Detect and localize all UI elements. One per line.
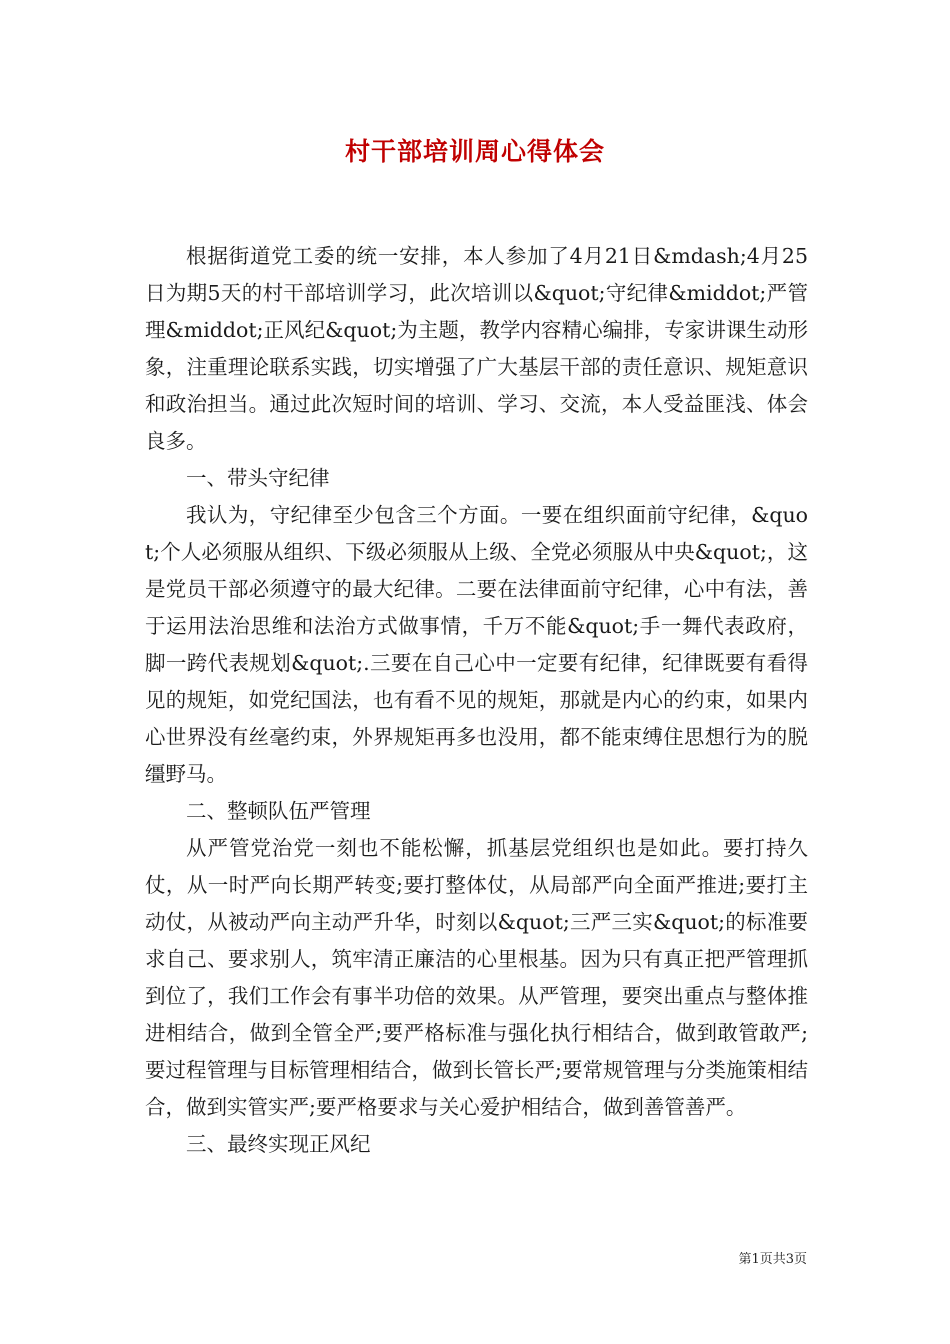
page-number: 第1页共3页 xyxy=(738,1252,807,1267)
paragraph-management: 从严管党治党一刻也不能松懈，抓基层党组织也是如此。要打持久仗，从一时严向长期严转变;要打整体仗，从局部严向全面严推进;要打主动仗，从被动严向主动严升华，时刻以&quot;三严三实&quot;的标准要求自己、要求别人，筑牢清正廉洁的心里根基。因为只有真正把严管理抓到位了，我们工作会有事半功倍的效果。从严管理，要突出重点与整体推进相结合，做到全管全严;要严格标准与强化执行相结合，做到敢管敢严;要过程管理与目标管理相结合，做到长管长严;要常规管理与分类施策相结合，做到实管实严;要严格要求与关心爱护相结合，做到善管善严。 xyxy=(145,836,808,1119)
document-title: 村干部培训周心得体会 xyxy=(344,137,605,166)
paragraph-intro: 根据街道党工委的统一安排，本人参加了4月21日&mdash;4月25日为期5天的村干部培训学习，此次培训以&quot;守纪律&middot;严管理&middot;正风纪&quot;为主题，教学内容精心编排，专家讲课生动形象，注重理论联系实践，切实增强了广大基层干部的责任意识、规矩意识和政治担当。通过此次短时间的培训、学习、交流，本人受益匪浅、体会良多。 xyxy=(145,244,808,453)
section-heading-3: 三、最终实现正风纪 xyxy=(186,1132,371,1156)
section-heading-2: 二、整顿队伍严管理 xyxy=(186,799,371,823)
document-body xyxy=(145,238,808,1163)
section-heading-1: 一、带头守纪律 xyxy=(186,466,330,490)
paragraph-discipline: 我认为，守纪律至少包含三个方面。一要在组织面前守纪律，&quot;个人必须服从组织、下级必须服从上级、全党必须服从中央&quot;，这是党员干部必须遵守的最大纪律。二要在法律面前守纪律，心中有法，善于运用法治思维和法治方式做事情，千万不能&quot;手一舞代表政府，脚一跨代表规划&quot;.三要在自己心中一定要有纪律，纪律既要有看得见的规矩，如党纪国法，也有看不见的规矩，那就是内心的约束，如果内心世界没有丝毫约束，外界规矩再多也没用，都不能束缚住思想行为的脱缰野马。 xyxy=(145,503,808,786)
